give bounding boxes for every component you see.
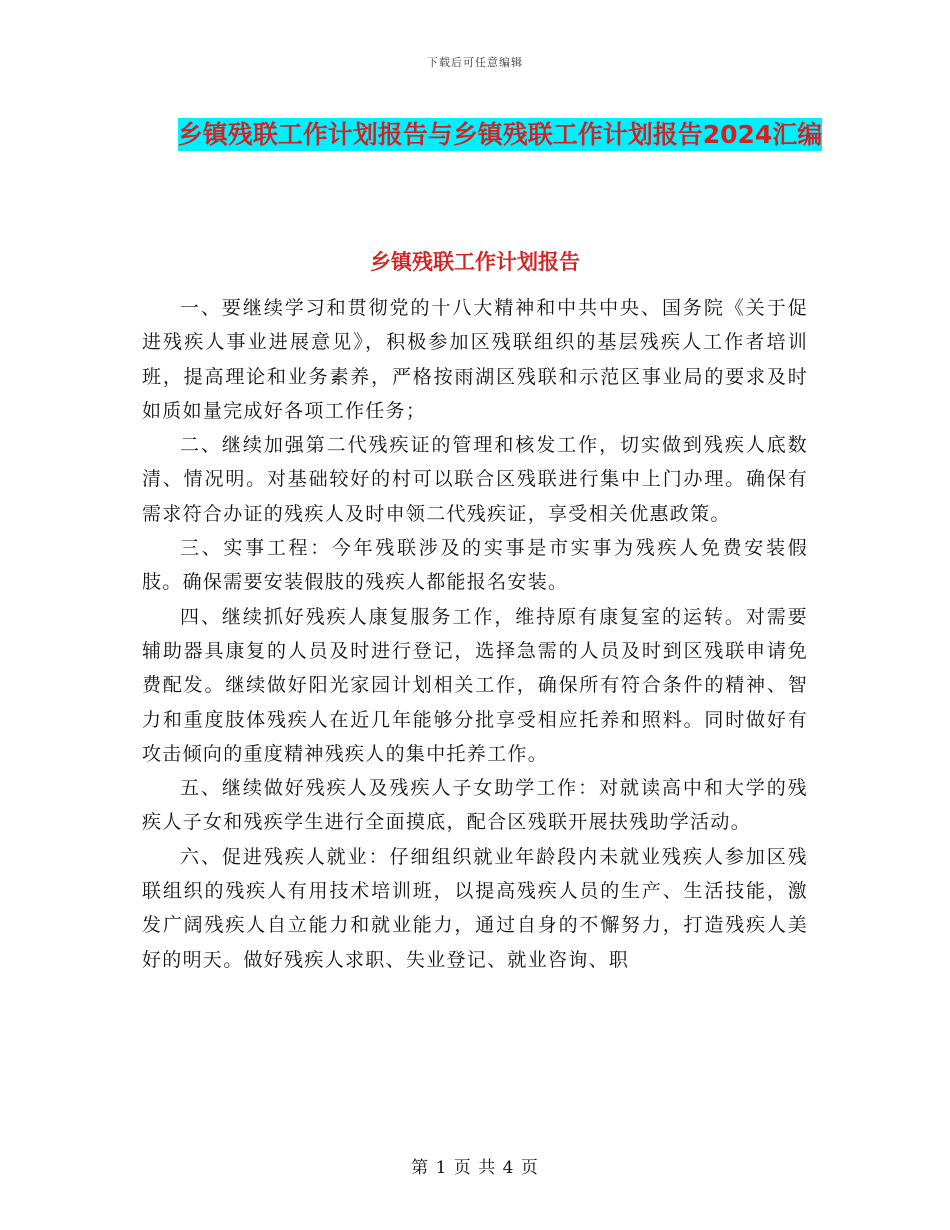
page-footer: 第 1 页 共 4 页 [411, 1158, 539, 1178]
paragraph-1: 一、要继续学习和贯彻党的十八大精神和中共中央、国务院《关于促进残疾人事业进展意见》，积极参加区残联组织的基层残疾人工作者培训班，提高理论和业务素养，严格按雨湖区残联和示范区事业局的要求及时如质如量完成好各项工作任务； [142, 297, 808, 422]
document-title [140, 112, 860, 158]
paragraph-4: 四、继续抓好残疾人康复服务工作，维持原有康复室的运转。对需要辅助器具康复的人员及时进行登记，选择急需的人员及时到区残联申请免费配发。继续做好阳光家园计划相关工作，确保所有符合条件的精神、智力和重度肢体残疾人在近几年能够分批享受相应托养和照料。同时做好有攻击倾向的重度精神残疾人的集中托养工作。 [142, 605, 808, 765]
page-header-note: 下载后可任意编辑 [427, 56, 523, 69]
document-title-text: 乡镇残联工作计划报告与乡镇残联工作计划报告2024汇编 [177, 120, 823, 149]
section-title: 乡镇残联工作计划报告 [370, 250, 580, 274]
paragraph-5: 五、继续做好残疾人及残疾人子女助学工作：对就读高中和大学的残疾人子女和残疾学生进行全面摸底，配合区残联开展扶残助学活动。 [142, 777, 808, 834]
paragraph-2: 二、继续加强第二代残疾证的管理和核发工作，切实做到残疾人底数清、情况明。对基础较好的村可以联合区残联进行集中上门办理。确保有需求符合办证的残疾人及时申领二代残疾证，享受相关优惠政策。 [142, 434, 808, 525]
document-body [142, 291, 808, 977]
paragraph-3: 三、实事工程：今年残联涉及的实事是市实事为残疾人免费安装假肢。确保需要安装假肢的残疾人都能报名安装。 [142, 537, 808, 594]
paragraph-6: 六、促进残疾人就业：仔细组织就业年龄段内未就业残疾人参加区残联组织的残疾人有用技术培训班，以提高残疾人员的生产、生活技能，激发广阔残疾人自立能力和就业能力，通过自身的不懈努力，打造残疾人美好的明天。做好残疾人求职、失业登记、就业咨询、职 [142, 845, 808, 971]
